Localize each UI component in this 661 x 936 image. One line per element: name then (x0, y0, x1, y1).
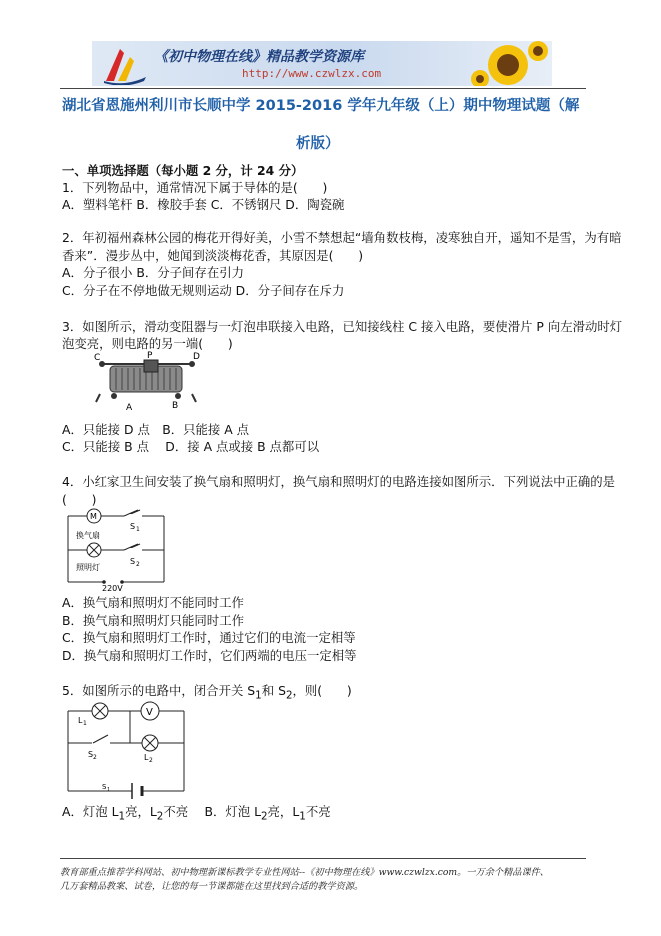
lamp-l2-label: L (144, 753, 149, 762)
header-rule (60, 88, 586, 89)
q3-options-cd: C．只能接 B 点 D．接 A 点或接 B 点都可以 (62, 439, 320, 454)
switch-s2-sub: 2 (136, 561, 140, 568)
lamp-l1-label: L (78, 716, 83, 725)
switch-s2-label-q5: S (88, 750, 94, 759)
q5-stem-pre: 5．如图所示的电路中，闭合开关 S (62, 683, 256, 698)
lamp-label: 照明灯 (76, 563, 100, 572)
q3-options-ab: A．只能接 D 点 B．只能接 A 点 (62, 422, 250, 437)
banner-url: http://www.czwlzx.com (242, 67, 382, 80)
q3-stem-line2: 泡变亮，则电路的另一端( ) (62, 336, 233, 351)
lamp-l2-sub: 2 (149, 757, 153, 764)
footer-line1: 教育部重点推荐学科网站、初中物理新课标教学专业性网站--《初中物理在线》www.czwlzx.com。一万余个精品课件、 (60, 867, 549, 878)
switch-s1-sub-q5: 1 (107, 787, 111, 793)
q1-stem: 1．下列物品中，通常情况下属于导体的是( ) (62, 180, 328, 195)
voltmeter-circuit-figure (62, 697, 188, 799)
q2-stem-line1: 2．年初福州森林公园的梅花开得好美，小雪不禁想起“墙角数枝梅，凌寒独自开，遥知不是雪，为有暗 (62, 230, 622, 245)
q5-opt-b-sub2: 1 (299, 810, 306, 823)
q5-opt-a-post: 不亮 B．灯泡 L (163, 804, 261, 819)
rheostat-label-b: B (172, 401, 179, 411)
q4-option-b: B．换气扇和照明灯只能同时工作 (62, 613, 244, 628)
q5-opt-b-sub1: 2 (260, 810, 268, 823)
fan-label: 换气扇 (76, 531, 100, 540)
switch-s1-sub: 1 (136, 526, 140, 533)
switch-s1-label: S (130, 522, 136, 531)
q4-option-c: C．换气扇和照明灯工作时，通过它们的电流一定相等 (62, 630, 356, 645)
q5-stem-sub2: 2 (285, 689, 293, 702)
q5-opt-b-post: 不亮 (305, 804, 331, 819)
q2-options-ab: A．分子很小 B．分子间存在引力 (62, 265, 244, 280)
q2-options-cd: C．分子在不停地做无规则运动 D．分子间存在斥力 (62, 283, 345, 298)
voltmeter-label: V (146, 707, 153, 718)
footer-line2: 几万套精品教案、试卷，让您的每一节课都能在这里找到合适的教学资源。 (60, 881, 364, 892)
switch-s2-sub-q5: 2 (93, 754, 97, 761)
doc-title-line2: 析版） (296, 136, 340, 152)
rheostat-figure (92, 350, 202, 414)
q1-options: A．塑料笔杆 B．橡胶手套 C．不锈钢尺 D．陶瓷碗 (62, 197, 345, 212)
switch-s2-label: S (130, 557, 136, 566)
q5-stem-post: ，则( ) (292, 683, 352, 698)
motor-label: M (90, 512, 97, 521)
q3-stem-line1: 3．如图所示，滑动变阻器与一灯泡串联接入电路，已知接线柱 C 接入电路，要使滑片 P 向左滑动时灯 (62, 319, 623, 334)
rheostat-label-a: A (126, 403, 133, 413)
q5-opt-a-sub2: 2 (156, 810, 164, 823)
footer-rule (60, 858, 586, 859)
q5-stem-mid: 和 S (261, 683, 286, 698)
lamp-l1-sub: 1 (83, 720, 87, 727)
header-banner (92, 41, 552, 86)
switch-s1-label-q5: S (102, 783, 107, 791)
q5-options (62, 802, 331, 822)
banner-title: 《初中物理在线》精品教学资源库 (154, 49, 364, 65)
rheostat-label-p: P (147, 351, 153, 361)
section-heading: 一、单项选择题（每小题 2 分，计 24 分） (62, 163, 304, 178)
q5-opt-b-mid: 亮，L (267, 804, 300, 819)
q4-stem-line1: 4．小红家卫生间安装了换气扇和照明灯，换气扇和照明灯的电路连接如图所示．下列说法中正确的是 (62, 474, 616, 489)
sunflower-icon (468, 41, 548, 86)
rheostat-label-c: C (94, 353, 101, 363)
q2-stem-line2: 香来”．漫步丛中，她闻到淡淡梅花香，其原因是( ) (62, 248, 364, 263)
voltage-label: 220V (102, 584, 123, 592)
site-logo-icon (100, 43, 150, 85)
q5-opt-a-mid: 亮，L (125, 804, 157, 819)
rheostat-label-d: D (193, 352, 200, 362)
q5-stem-sub1: 1 (255, 689, 262, 702)
q4-stem-line2: ( ) (62, 492, 97, 507)
fan-lamp-circuit-figure (64, 506, 170, 592)
q5-opt-a-pre: A．灯泡 L (62, 804, 119, 819)
q4-option-d: D．换气扇和照明灯工作时，它们两端的电压一定相等 (62, 648, 357, 663)
q5-opt-a-sub1: 1 (118, 810, 126, 823)
doc-title-line1: 湖北省恩施州利川市长顺中学 2015-2016 学年九年级（上）期中物理试题（解 (62, 98, 580, 114)
q4-option-a: A．换气扇和照明灯不能同时工作 (62, 595, 244, 610)
